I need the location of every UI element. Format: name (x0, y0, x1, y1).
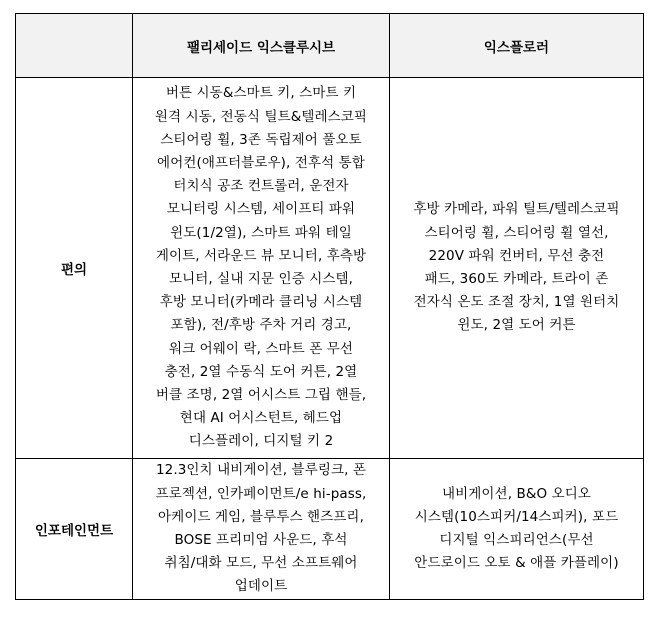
row-label-infotainment: 인포테인먼트 (16, 459, 133, 600)
cell-text: 후방 카메라, 파워 틸트/텔레스코픽 스티어링 휠, 스티어링 휠 열선, 220V 파워 컨버터, 무선 충전 패드, 360도 카메라, 트라이 존 전자식 온도 조절 장치, 1열 원터치 윈도, 2열 도어 커튼 (413, 201, 620, 334)
header-explorer: 익스플로러 (390, 14, 644, 78)
table-header-row (16, 14, 644, 78)
comparison-table-container (15, 13, 643, 600)
header-palisade: 팰리세이드 익스클루시브 (133, 14, 390, 78)
cell-palisade-convenience (133, 78, 390, 459)
cell-text: 내비게이션, B&O 오디오 시스템(10스피커/14스피커), 포드 디지털 익스피리언스(무선 안드로이드 오토 & 애플 카플레이) (414, 485, 619, 572)
cell-text: 12.3인치 내비게이션, 블루링크, 폰 프로젝션, 인카페이먼트/e hi-pass, 아케이드 게임, 블루투스 핸즈프리, BOSE 프리미엄 사운드, 후석 취침/대화 모드, 무선 소프트웨어 업데이트 (155, 462, 367, 595)
cell-explorer-convenience (390, 78, 644, 459)
row-label-convenience: 편의 (16, 78, 133, 459)
cell-palisade-infotainment (133, 459, 390, 600)
comparison-table (15, 13, 644, 600)
table-row-convenience (16, 78, 644, 459)
header-corner-cell (16, 14, 133, 78)
cell-text: 버튼 시동&스마트 키, 스마트 키 원격 시동, 전동식 틸트&텔레스코픽 스티어링 휠, 3존 독립제어 풀오토 에어컨(애프터블로우), 전후석 통합 터치식 공조 컨트롤러, 운전자 모니터링 시스템, 세이프티 파워 윈도(1/2열), 스마트 파워 테일 게이트, 서라운드 뷰 모니터, 후측방 모니터, 실내 지문 인증 시스템, 후방 모니터(카메라 클리닝 시스템 포함), 전/후방 주차 거리 경고, 워크 어웨이 락, 스마트 폰 무선 충전, 2열 수동식 도어 커튼, 2열 버클 조명, 2열 어시스트 그립 핸들, 현대 AI 어시스턴트, 헤드업 디스플레이, 디지털 키 2 (154, 85, 368, 450)
cell-explorer-infotainment (390, 459, 644, 600)
table-row-infotainment (16, 459, 644, 600)
